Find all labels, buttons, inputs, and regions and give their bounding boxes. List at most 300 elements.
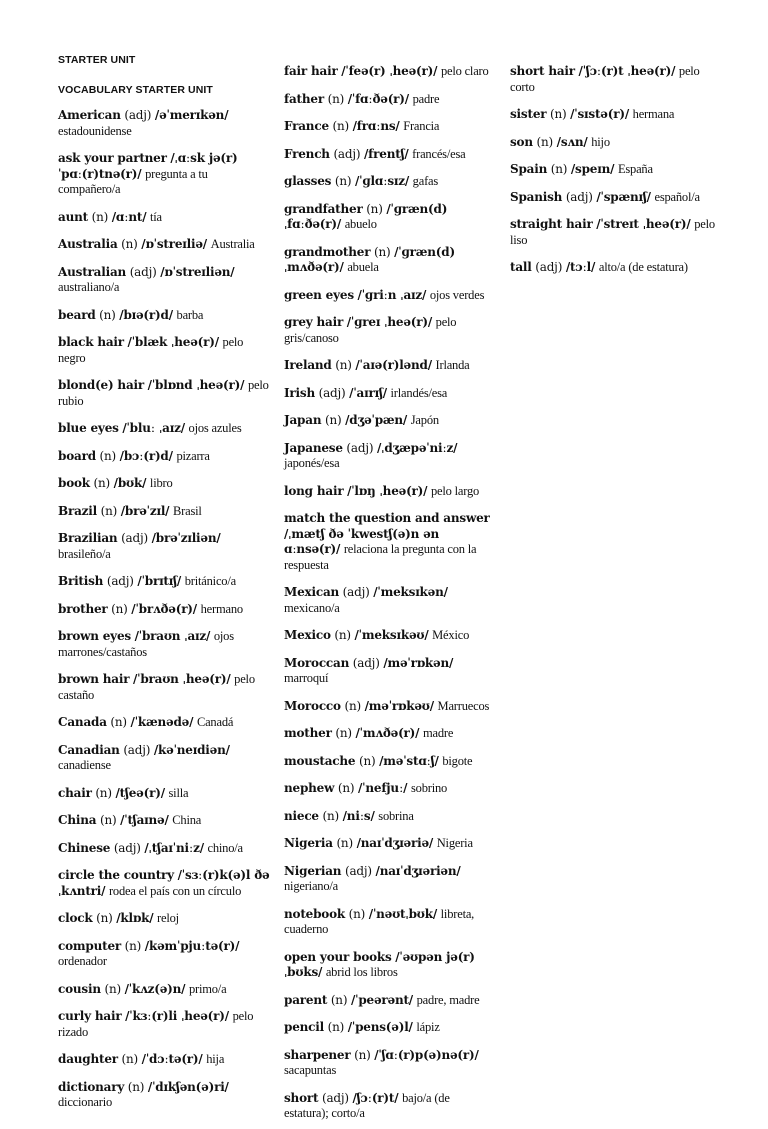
phonetic-transcription: /ˈpeərənt/	[350, 992, 413, 1007]
vocab-entry	[284, 1020, 494, 1036]
phonetic-transcription: /kəˈneɪdiən/	[153, 742, 230, 757]
phonetic-transcription: /ˈfɑːðə(r)/	[347, 91, 409, 106]
vocab-word: short	[284, 1090, 319, 1105]
vocab-entry	[58, 265, 270, 296]
vocab-word: dictionary	[58, 1079, 125, 1094]
translation: canadiense	[58, 758, 111, 772]
vocab-word: straight hair	[510, 217, 593, 231]
vocab-word: parent	[284, 992, 328, 1007]
vocab-entry	[58, 786, 270, 802]
vocab-entry	[284, 656, 494, 687]
translation: pelo castaño	[58, 672, 255, 702]
vocab-entry	[284, 358, 494, 374]
vocab-word: cousin	[58, 981, 101, 996]
vocab-word: Ireland	[284, 358, 332, 372]
part-of-speech: (adj)	[318, 385, 346, 400]
vocab-entry	[284, 864, 494, 895]
part-of-speech: (n)	[335, 358, 352, 372]
part-of-speech: (adj)	[129, 264, 157, 279]
translation: irlandés/esa	[390, 385, 448, 400]
phonetic-transcription: /bɔː(r)d/	[119, 448, 173, 463]
phonetic-transcription: /frentʃ/	[364, 146, 409, 161]
phonetic-transcription: /ˈnəʊtˌbʊk/	[368, 906, 438, 921]
vocab-entry	[510, 260, 724, 276]
vocab-entry	[284, 809, 494, 825]
phonetic-transcription: /ˈʃɔː(r)t ˌheə(r)/	[578, 64, 676, 78]
translation: primo/a	[188, 981, 227, 996]
translation: hermana	[632, 107, 675, 121]
part-of-speech: (n)	[111, 601, 128, 616]
part-of-speech: (n)	[100, 503, 118, 518]
translation: Marruecos	[437, 698, 490, 713]
phonetic-transcription: /ˈbluː ˌaɪz/	[122, 421, 185, 435]
translation: reloj	[157, 911, 179, 925]
vocab-word: Irish	[284, 385, 315, 400]
phonetic-transcription: /klɒk/	[116, 911, 154, 925]
translation: ordenador	[58, 954, 107, 968]
vocab-entry	[284, 147, 494, 163]
part-of-speech: (n)	[91, 209, 109, 224]
phonetic-transcription: /ˈtʃaɪnə/	[120, 813, 169, 827]
vocab-word: Japan	[284, 413, 322, 427]
phonetic-transcription: /ˈstreɪt ˌheə(r)/	[596, 217, 691, 231]
translation: sobrino	[411, 781, 448, 795]
phonetic-transcription: /ˈlɒŋ ˌheə(r)/	[347, 483, 428, 498]
part-of-speech: (n)	[93, 476, 111, 490]
phonetic-transcription: /ɑːnt/	[111, 209, 147, 224]
vocab-word: moustache	[284, 753, 356, 768]
unit-heading: STARTER UNIT	[58, 54, 136, 66]
translation: madre	[422, 726, 454, 740]
translation: pelo gris/canoso	[284, 315, 457, 345]
part-of-speech: (n)	[550, 107, 567, 121]
part-of-speech: (n)	[359, 753, 376, 768]
phonetic-transcription: /tʃeə(r)/	[115, 785, 165, 800]
part-of-speech: (adj)	[123, 742, 151, 757]
phonetic-transcription: /ˌtʃaɪˈniːz/	[144, 840, 204, 855]
vocab-word: open your books	[284, 949, 392, 964]
translation: alto/a (de estatura)	[598, 260, 688, 274]
translation: sacapuntas	[284, 1063, 337, 1077]
vocab-word: blue eyes	[58, 421, 119, 435]
part-of-speech: (n)	[99, 448, 117, 463]
vocab-entry	[58, 308, 270, 324]
vocab-entry	[58, 335, 270, 366]
part-of-speech: (n)	[550, 162, 568, 176]
part-of-speech: (n)	[104, 981, 121, 996]
vocab-entry	[58, 449, 270, 465]
phonetic-transcription: /brəˈzɪl/	[120, 503, 170, 518]
vocab-word: Chinese	[58, 840, 111, 855]
vocab-column-1	[58, 52, 270, 1118]
vocab-entry	[58, 715, 270, 731]
translation: Canadá	[196, 715, 234, 729]
vocab-entry	[58, 108, 270, 139]
vocab-entry	[510, 217, 724, 248]
translation: mexicano/a	[284, 600, 340, 615]
phonetic-transcription: /ˈpens(ə)l/	[347, 1020, 413, 1034]
part-of-speech: (n)	[121, 237, 138, 251]
translation: tía	[150, 209, 162, 224]
translation: estadounidense	[58, 123, 132, 138]
vocab-entry	[58, 743, 270, 774]
vocab-word: Japanese	[284, 440, 343, 455]
part-of-speech: (adj)	[344, 863, 372, 878]
vocab-word: ask your partner	[58, 151, 167, 165]
phonetic-transcription: /ˌmætʃ ðə ˈkwestʃ(ə)n ən ɑːnsə(r)/	[284, 526, 440, 556]
vocab-word: China	[58, 813, 97, 827]
translation: marroquí	[284, 671, 329, 685]
part-of-speech: (n)	[332, 119, 349, 133]
translation: pelo rizado	[58, 1009, 254, 1039]
vocab-entry	[284, 726, 494, 742]
phonetic-transcription: /məˈrɒkəʊ/	[364, 698, 434, 713]
translation: Nigeria	[436, 836, 473, 850]
part-of-speech: (n)	[373, 244, 391, 259]
translation: Irlanda	[435, 358, 470, 372]
phonetic-transcription: /naɪˈdʒɪəriə/	[356, 836, 434, 850]
translation: hija	[206, 1052, 225, 1066]
vocab-entry	[58, 421, 270, 437]
part-of-speech: (n)	[354, 1047, 371, 1062]
vocab-entry	[284, 754, 494, 770]
vocab-entry	[510, 64, 724, 95]
translation: ojos azules	[188, 421, 242, 435]
translation: relaciona la pregunta con la respuesta	[284, 542, 477, 572]
phonetic-transcription: /ˈbraʊn ˌaɪz/	[134, 629, 211, 643]
vocab-entry	[284, 441, 494, 472]
translation: pelo rubio	[58, 378, 269, 408]
phonetic-transcription: /ˈnefjuː/	[358, 781, 408, 795]
phonetic-transcription: /sʌn/	[556, 134, 588, 149]
vocab-entry	[284, 585, 494, 616]
vocab-entry	[58, 629, 270, 660]
translation: silla	[168, 785, 189, 800]
phonetic-transcription: /ˈaɪrɪʃ/	[349, 385, 387, 400]
translation: pelo negro	[58, 335, 244, 365]
phonetic-transcription: /brəˈzɪliən/	[151, 531, 221, 545]
phonetic-transcription: /ˈspænɪʃ/	[596, 189, 651, 204]
translation: gafas	[412, 174, 439, 188]
translation: padre	[412, 91, 440, 106]
part-of-speech: (n)	[99, 813, 117, 827]
part-of-speech: (adj)	[106, 574, 134, 588]
vocab-entry	[58, 841, 270, 857]
vocab-column-2	[284, 52, 494, 1129]
translation: Brasil	[173, 503, 202, 518]
vocab-entry	[284, 699, 494, 715]
phonetic-transcription: /ˈʃɑː(r)p(ə)nə(r)/	[374, 1047, 479, 1062]
translation: España	[617, 162, 653, 176]
vocab-entry	[284, 993, 494, 1009]
vocab-entry	[58, 531, 270, 562]
vocab-entry	[58, 504, 270, 520]
vocab-word: Mexican	[284, 585, 340, 599]
translation: sobrina	[378, 808, 414, 823]
translation: pelo largo	[430, 483, 480, 498]
part-of-speech: (n)	[110, 715, 127, 729]
vocab-word: brother	[58, 601, 108, 616]
vocab-word: Spain	[510, 162, 548, 176]
phonetic-transcription: /ˈmʌðə(r)/	[355, 726, 420, 740]
phonetic-transcription: /ˈmeksɪkən/	[373, 585, 448, 599]
vocab-word: French	[284, 146, 330, 161]
part-of-speech: (n)	[366, 201, 383, 216]
part-of-speech: (adj)	[535, 260, 563, 274]
vocab-entry	[58, 237, 270, 253]
phonetic-transcription: /ˈblæk ˌheə(r)/	[127, 335, 219, 349]
part-of-speech: (n)	[344, 698, 361, 713]
translation: pregunta a tu compañero/a	[58, 166, 208, 196]
vocab-entry	[284, 413, 494, 429]
vocab-entry	[58, 868, 270, 899]
vocab-entry	[58, 476, 270, 492]
translation: abrid los libros	[325, 965, 398, 979]
vocab-word: brown eyes	[58, 629, 131, 643]
vocab-word: American	[58, 108, 121, 122]
vocab-entry	[510, 190, 724, 206]
vocab-word: board	[58, 448, 96, 463]
entry-list	[510, 64, 724, 276]
part-of-speech: (n)	[348, 906, 366, 921]
phonetic-transcription: /ˈɡriːn ˌaɪz/	[357, 287, 427, 302]
vocab-word: Moroccan	[284, 655, 350, 670]
translation: japonés/esa	[284, 456, 340, 470]
vocab-entry	[58, 982, 270, 998]
part-of-speech: (n)	[121, 1052, 139, 1066]
translation: hijo	[591, 134, 610, 149]
phonetic-transcription: /ˈfeə(r) ˌheə(r)/	[341, 64, 438, 78]
translation: libro	[149, 476, 173, 490]
vocabulary-heading: VOCABULARY STARTER UNIT	[58, 84, 213, 96]
phonetic-transcription: /bɪə(r)d/	[119, 307, 173, 322]
part-of-speech: (n)	[337, 781, 355, 795]
phonetic-transcription: /kəmˈpjuːtə(r)/	[144, 938, 240, 953]
vocab-word: beard	[58, 307, 96, 322]
phonetic-transcription: /ˈdɪkʃən(ə)ri/	[147, 1079, 229, 1094]
translation: pelo liso	[510, 217, 715, 247]
vocab-word: book	[58, 476, 90, 490]
part-of-speech: (adj)	[333, 146, 361, 161]
phonetic-transcription: /ɒˈstreɪliə/	[141, 237, 207, 251]
vocab-word: Australian	[58, 264, 127, 279]
vocab-word: black hair	[58, 335, 124, 349]
vocab-entry	[58, 1052, 270, 1068]
phonetic-transcription: /bʊk/	[113, 476, 147, 490]
vocab-entry	[284, 1091, 494, 1122]
translation: abuela	[347, 260, 379, 274]
phonetic-transcription: /ˈɡræn(d) ˌfɑːðə(r)/	[284, 201, 448, 231]
translation: diccionario	[58, 1095, 113, 1109]
phonetic-transcription: /ˈbrʌðə(r)/	[131, 601, 197, 616]
vocab-word: clock	[58, 911, 93, 925]
vocab-entry	[284, 288, 494, 304]
vocab-word: blond(e) hair	[58, 378, 145, 392]
vocab-entry	[284, 950, 494, 981]
phonetic-transcription: /ˈkɜː(r)li ˌheə(r)/	[125, 1009, 229, 1023]
vocab-word: glasses	[284, 174, 332, 188]
part-of-speech: (n)	[536, 134, 554, 149]
vocab-entry	[284, 245, 494, 276]
phonetic-transcription: /məˈrɒkən/	[383, 655, 454, 670]
part-of-speech: (n)	[127, 1079, 145, 1094]
phonetic-transcription: /ˈsɪstə(r)/	[570, 107, 630, 121]
vocab-word: mother	[284, 726, 332, 740]
translation: rodea el país con un círculo	[108, 883, 242, 898]
translation: hermano	[200, 601, 243, 616]
vocab-word: match the question and answer	[284, 511, 490, 525]
vocab-entry	[58, 939, 270, 970]
part-of-speech: (adj)	[342, 585, 370, 599]
translation: chino/a	[207, 840, 243, 855]
vocab-word: fair hair	[284, 64, 338, 78]
vocab-word: Canadian	[58, 742, 120, 757]
vocab-word: short hair	[510, 64, 575, 78]
phonetic-transcription: /frɑːns/	[352, 119, 400, 133]
phonetic-transcription: /ˈəʊpən jə(r) ˌbʊks/	[284, 949, 475, 979]
phonetic-transcription: /ˈɡreɪ ˌheə(r)/	[346, 315, 433, 329]
vocab-entry	[58, 574, 270, 590]
vocab-entry	[284, 174, 494, 190]
translation: Francia	[403, 119, 440, 133]
part-of-speech: (adj)	[565, 189, 593, 204]
part-of-speech: (n)	[327, 1020, 345, 1034]
phonetic-transcription: /ˈkʌz(ə)n/	[124, 981, 186, 996]
phonetic-transcription: /məˈstɑːʃ/	[379, 753, 439, 768]
vocab-entry	[284, 64, 494, 80]
translation: padre, madre	[416, 992, 480, 1007]
vocab-entry	[284, 907, 494, 938]
translation: China	[172, 813, 202, 827]
vocab-word: France	[284, 119, 329, 133]
part-of-speech: (n)	[334, 174, 352, 188]
vocab-word: Mexico	[284, 628, 331, 642]
vocab-entry	[284, 628, 494, 644]
part-of-speech: (n)	[124, 938, 142, 953]
vocab-word: sharpener	[284, 1047, 351, 1062]
phonetic-transcription: /tɔːl/	[565, 260, 596, 274]
vocab-word: British	[58, 574, 104, 588]
vocab-word: daughter	[58, 1052, 118, 1066]
vocab-word: Nigerian	[284, 863, 342, 878]
vocab-word: grandmother	[284, 244, 371, 259]
vocab-word: computer	[58, 938, 122, 953]
translation: británico/a	[184, 574, 236, 588]
vocab-entry	[58, 672, 270, 703]
phonetic-transcription: /ˈɡræn(d) ˌmʌðə(r)/	[284, 244, 455, 274]
vocab-entry	[284, 92, 494, 108]
vocab-entry	[58, 1009, 270, 1040]
vocab-entry	[284, 836, 494, 852]
vocab-word: Brazilian	[58, 531, 118, 545]
vocab-word: son	[510, 134, 533, 149]
vocab-word: Spanish	[510, 189, 563, 204]
vocab-word: father	[284, 91, 324, 106]
vocab-word: sister	[510, 107, 547, 121]
vocab-entry	[284, 315, 494, 346]
translation: México	[432, 628, 470, 642]
vocab-entry	[510, 107, 724, 123]
phonetic-transcription: /ˈkænədə/	[130, 715, 194, 729]
vocab-entry	[284, 781, 494, 797]
translation: Japón	[410, 413, 439, 427]
part-of-speech: (n)	[96, 911, 113, 925]
phonetic-transcription: /ˈaɪə(r)lənd/	[355, 358, 432, 372]
vocab-word: Nigeria	[284, 836, 333, 850]
vocab-word: chair	[58, 785, 92, 800]
vocab-word: niece	[284, 808, 319, 823]
vocab-word: pencil	[284, 1020, 324, 1034]
phonetic-transcription: /ʃɔː(r)t/	[352, 1090, 399, 1105]
vocab-word: tall	[510, 260, 532, 274]
part-of-speech: (n)	[327, 91, 345, 106]
part-of-speech: (adj)	[113, 840, 141, 855]
vocab-word: Canada	[58, 715, 107, 729]
phonetic-transcription: /dʒəˈpæn/	[345, 413, 408, 427]
phonetic-transcription: /ˈdɔːtə(r)/	[141, 1052, 203, 1066]
vocab-column-3	[510, 52, 724, 283]
phonetic-transcription: /ˈɡlɑːsɪz/	[354, 174, 410, 188]
translation: brasileño/a	[58, 546, 111, 561]
part-of-speech: (adj)	[121, 531, 148, 545]
vocab-entry	[58, 378, 270, 409]
vocab-entry	[510, 135, 724, 151]
part-of-speech: (n)	[335, 726, 352, 740]
vocab-word: curly hair	[58, 1009, 122, 1023]
vocab-entry	[58, 151, 270, 198]
vocab-entry	[284, 1048, 494, 1079]
vocab-word: notebook	[284, 906, 346, 921]
vocab-entry	[58, 911, 270, 927]
phonetic-transcription: /ˈblɒnd ˌheə(r)/	[147, 378, 245, 392]
vocab-word: green eyes	[284, 287, 354, 302]
phonetic-transcription: /ˌdʒæpəˈniːz/	[376, 440, 458, 455]
phonetic-transcription: /ˈsɜː(r)k(ə)l ðə ˌkʌntri/	[58, 868, 270, 898]
vocab-word: grandfather	[284, 201, 363, 216]
translation: lápiz	[416, 1020, 440, 1034]
phonetic-transcription: /ˌɑːsk jə(r) ˈpɑː(r)tnə(r)/	[58, 151, 238, 181]
translation: pelo corto	[510, 64, 700, 94]
vocab-entry	[284, 386, 494, 402]
translation: Australia	[210, 237, 255, 251]
part-of-speech: (n)	[334, 628, 351, 642]
translation: bigote	[442, 753, 473, 768]
entry-list	[58, 108, 270, 1111]
part-of-speech: (adj)	[346, 440, 374, 455]
part-of-speech: (n)	[322, 808, 339, 823]
part-of-speech: (n)	[99, 307, 116, 322]
part-of-speech: (adj)	[352, 655, 380, 670]
vocab-entry	[58, 210, 270, 226]
part-of-speech: (n)	[95, 785, 112, 800]
vocab-word: long hair	[284, 483, 344, 498]
phonetic-transcription: /ɒˈstreɪliən/	[160, 264, 235, 279]
vocab-word: aunt	[58, 209, 88, 224]
phonetic-transcription: /ˈbraʊn ˌheə(r)/	[132, 672, 231, 686]
part-of-speech: (n)	[324, 413, 342, 427]
vocab-entry	[510, 162, 724, 178]
translation: australiano/a	[58, 280, 120, 294]
phonetic-transcription: /naɪˈdʒɪəriən/	[375, 863, 461, 878]
phonetic-transcription: /ˈbrɪtɪʃ/	[137, 574, 182, 588]
phonetic-transcription: /ˈmeksɪkəʊ/	[354, 628, 429, 642]
translation: ojos verdes	[429, 287, 485, 302]
vocab-word: Brazil	[58, 503, 97, 518]
translation: barba	[176, 307, 204, 322]
phonetic-transcription: /əˈmerɪkən/	[154, 108, 229, 122]
vocab-entry	[284, 511, 494, 573]
vocab-entry	[58, 1080, 270, 1111]
